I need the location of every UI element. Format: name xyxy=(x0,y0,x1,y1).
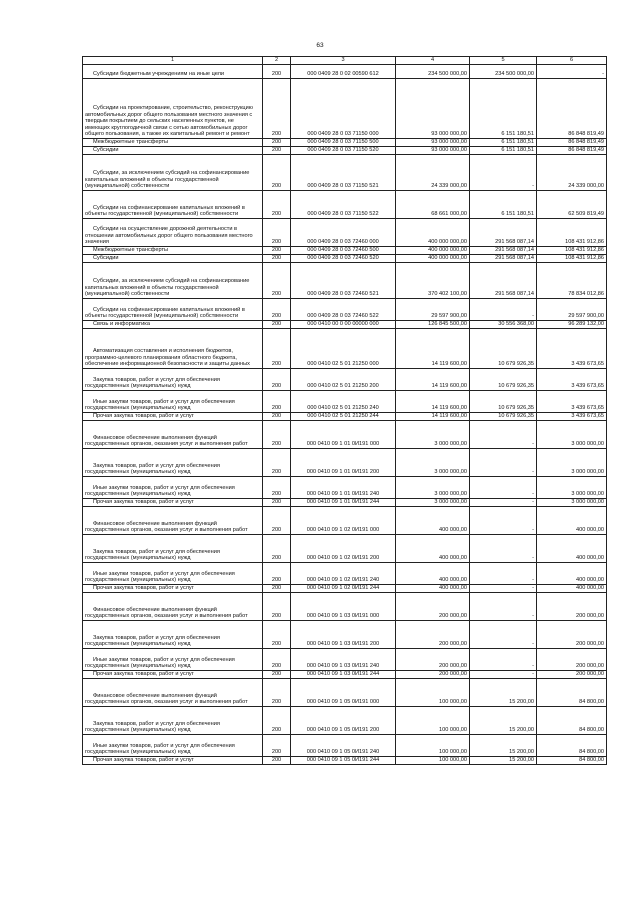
row-plan-amount: 14 119 600,00 xyxy=(396,329,470,369)
row-executed-amount: 30 556 368,00 xyxy=(470,321,537,329)
table-row xyxy=(83,593,607,621)
table-row xyxy=(83,155,607,191)
table-row xyxy=(83,263,607,299)
row-executed-amount: - xyxy=(470,585,537,593)
row-code: 000 0410 09 1 01 0И191 240 xyxy=(291,477,396,499)
row-kvr: 200 xyxy=(263,191,291,219)
table-row xyxy=(83,679,607,707)
table-row xyxy=(83,79,607,139)
table-row xyxy=(83,421,607,449)
row-remaining-amount: 84 800,00 xyxy=(537,757,607,765)
table-row xyxy=(83,219,607,247)
row-executed-amount: - xyxy=(470,563,537,585)
table-row xyxy=(83,707,607,735)
row-name: Прочая закупка товаров, работ и услуг xyxy=(83,757,263,765)
row-remaining-amount: 29 597 900,00 xyxy=(537,299,607,321)
row-name: Субсидии на софинансирование капитальных вложений в объекты государственной (муниципальной) собственности xyxy=(83,191,263,219)
row-executed-amount: - xyxy=(470,593,537,621)
row-plan-amount: 14 119 600,00 xyxy=(396,369,470,391)
row-kvr: 200 xyxy=(263,65,291,79)
header-col-4: 4 xyxy=(396,57,470,65)
row-code: 000 0410 02 5 01 21250 200 xyxy=(291,369,396,391)
row-name: Иные закупки товаров, работ и услуг для обеспечения государственных (муниципальных) нужд xyxy=(83,649,263,671)
row-executed-amount: - xyxy=(470,535,537,563)
row-kvr: 200 xyxy=(263,671,291,679)
row-remaining-amount: 400 000,00 xyxy=(537,507,607,535)
table-row xyxy=(83,585,607,593)
row-kvr: 200 xyxy=(263,507,291,535)
row-remaining-amount: 84 800,00 xyxy=(537,707,607,735)
row-code: 000 0410 09 1 05 0И191 240 xyxy=(291,735,396,757)
table-row xyxy=(83,477,607,499)
row-name: Субсидии xyxy=(83,255,263,263)
row-kvr: 200 xyxy=(263,735,291,757)
table-body xyxy=(83,65,607,765)
row-plan-amount: 3 000 000,00 xyxy=(396,499,470,507)
row-remaining-amount: 200 000,00 xyxy=(537,671,607,679)
row-kvr: 200 xyxy=(263,147,291,155)
row-code: 000 0410 09 1 02 0И191 200 xyxy=(291,535,396,563)
row-code: 000 0409 28 0 03 72460 522 xyxy=(291,299,396,321)
row-name: Субсидии на проектирование, строительство, реконструкцию автомобильных дорог общего пользования местного значения с твердым покрытием до сельских населенных пунктов, не имеющих круглогодичной связи с сетью автомобильных дорог общего пользования, а также их капитальный ремонт и ремонт xyxy=(83,79,263,139)
row-name: Прочая закупка товаров, работ и услуг xyxy=(83,671,263,679)
table-row xyxy=(83,563,607,585)
row-executed-amount: - xyxy=(470,449,537,477)
row-plan-amount: 400 000 000,00 xyxy=(396,219,470,247)
row-code: 000 0409 28 0 03 71150 500 xyxy=(291,139,396,147)
row-executed-amount: 15 200,00 xyxy=(470,707,537,735)
row-plan-amount: 400 000,00 xyxy=(396,585,470,593)
row-name: Субсидии бюджетным учреждениям на иные цели xyxy=(83,65,263,79)
table-row xyxy=(83,671,607,679)
row-code: 000 0410 09 1 03 0И191 000 xyxy=(291,593,396,621)
row-code: 000 0410 09 1 01 0И191 000 xyxy=(291,421,396,449)
row-name: Прочая закупка товаров, работ и услуг xyxy=(83,585,263,593)
row-remaining-amount: 86 848 819,49 xyxy=(537,139,607,147)
row-kvr: 200 xyxy=(263,421,291,449)
row-kvr: 200 xyxy=(263,219,291,247)
row-remaining-amount: 78 834 012,86 xyxy=(537,263,607,299)
header-col-5: 5 xyxy=(470,57,537,65)
row-code: 000 0410 09 1 05 0И191 000 xyxy=(291,679,396,707)
row-code: 000 0410 09 1 01 0И191 200 xyxy=(291,449,396,477)
row-kvr: 200 xyxy=(263,621,291,649)
row-executed-amount: - xyxy=(470,299,537,321)
table-row xyxy=(83,735,607,757)
table-row xyxy=(83,321,607,329)
row-name: Закупка товаров, работ и услуг для обеспечения государственных (муниципальных) нужд xyxy=(83,621,263,649)
row-plan-amount: 400 000 000,00 xyxy=(396,247,470,255)
row-kvr: 200 xyxy=(263,255,291,263)
header-col-6: 6 xyxy=(537,57,607,65)
row-kvr: 200 xyxy=(263,449,291,477)
row-plan-amount: 3 000 000,00 xyxy=(396,477,470,499)
row-plan-amount: 400 000,00 xyxy=(396,535,470,563)
table-row xyxy=(83,391,607,413)
row-executed-amount: 291 568 087,14 xyxy=(470,255,537,263)
row-name: Субсидии, за исключением субсидий на софинансирование капитальных вложений в объекты государственной (муниципальной) собственности xyxy=(83,155,263,191)
row-remaining-amount: 96 289 132,00 xyxy=(537,321,607,329)
row-remaining-amount: 3 439 673,65 xyxy=(537,329,607,369)
row-plan-amount: 400 000,00 xyxy=(396,563,470,585)
row-code: 000 0409 28 0 03 72460 521 xyxy=(291,263,396,299)
table-row xyxy=(83,369,607,391)
row-code: 000 0410 09 1 03 0И191 240 xyxy=(291,649,396,671)
row-code: 000 0409 28 0 03 72460 520 xyxy=(291,255,396,263)
row-name: Иные закупки товаров, работ и услуг для обеспечения государственных (муниципальных) нужд xyxy=(83,477,263,499)
row-kvr: 200 xyxy=(263,707,291,735)
table-row xyxy=(83,139,607,147)
row-plan-amount: 400 000,00 xyxy=(396,507,470,535)
row-plan-amount: 24 339 000,00 xyxy=(396,155,470,191)
row-kvr: 200 xyxy=(263,585,291,593)
row-plan-amount: 100 000,00 xyxy=(396,757,470,765)
row-kvr: 200 xyxy=(263,263,291,299)
row-executed-amount: 6 151 180,51 xyxy=(470,147,537,155)
table-row xyxy=(83,413,607,421)
row-kvr: 200 xyxy=(263,139,291,147)
row-executed-amount: 291 568 087,14 xyxy=(470,247,537,255)
row-kvr: 200 xyxy=(263,757,291,765)
row-kvr: 200 xyxy=(263,321,291,329)
row-plan-amount: 200 000,00 xyxy=(396,621,470,649)
row-kvr: 200 xyxy=(263,329,291,369)
row-executed-amount: - xyxy=(470,421,537,449)
row-name: Автоматизация составления и исполнения бюджетов, программно-целевого планирования областного бюджета, обеспечение информационной безопасности и защиты данных xyxy=(83,329,263,369)
row-name: Межбюджетные трансферты xyxy=(83,247,263,255)
row-executed-amount: 10 679 926,35 xyxy=(470,413,537,421)
row-name: Связь и информатика xyxy=(83,321,263,329)
row-plan-amount: 200 000,00 xyxy=(396,671,470,679)
header-col-3: 3 xyxy=(291,57,396,65)
row-plan-amount: 370 402 100,00 xyxy=(396,263,470,299)
row-remaining-amount: 200 000,00 xyxy=(537,621,607,649)
row-remaining-amount: - xyxy=(537,65,607,79)
row-name: Прочая закупка товаров, работ и услуг xyxy=(83,499,263,507)
table-row xyxy=(83,147,607,155)
row-plan-amount: 400 000 000,00 xyxy=(396,255,470,263)
row-code: 000 0409 28 0 03 71150 522 xyxy=(291,191,396,219)
row-kvr: 200 xyxy=(263,535,291,563)
row-name: Закупка товаров, работ и услуг для обеспечения государственных (муниципальных) нужд xyxy=(83,449,263,477)
row-code: 000 0409 28 0 02 00590 612 xyxy=(291,65,396,79)
row-name: Иные закупки товаров, работ и услуг для обеспечения государственных (муниципальных) нужд xyxy=(83,391,263,413)
row-code: 000 0410 02 5 01 21250 000 xyxy=(291,329,396,369)
row-kvr: 200 xyxy=(263,247,291,255)
row-executed-amount: 291 568 087,14 xyxy=(470,219,537,247)
row-name: Иные закупки товаров, работ и услуг для обеспечения государственных (муниципальных) нужд xyxy=(83,735,263,757)
table-row xyxy=(83,757,607,765)
row-name: Закупка товаров, работ и услуг для обеспечения государственных (муниципальных) нужд xyxy=(83,535,263,563)
row-name: Финансовое обеспечение выполнения функций государственных органов, оказания услуг и выполнения работ xyxy=(83,593,263,621)
row-remaining-amount: 3 000 000,00 xyxy=(537,449,607,477)
table-row xyxy=(83,299,607,321)
row-remaining-amount: 108 431 912,86 xyxy=(537,247,607,255)
row-name: Прочая закупка товаров, работ и услуг xyxy=(83,413,263,421)
row-executed-amount: - xyxy=(470,621,537,649)
row-executed-amount: 234 500 000,00 xyxy=(470,65,537,79)
row-kvr: 200 xyxy=(263,413,291,421)
row-name: Иные закупки товаров, работ и услуг для обеспечения государственных (муниципальных) нужд xyxy=(83,563,263,585)
row-executed-amount: 10 679 926,35 xyxy=(470,369,537,391)
row-remaining-amount: 62 509 819,49 xyxy=(537,191,607,219)
row-plan-amount: 93 000 000,00 xyxy=(396,79,470,139)
table-row xyxy=(83,649,607,671)
row-code: 000 0410 00 0 00 00000 000 xyxy=(291,321,396,329)
row-name: Закупка товаров, работ и услуг для обеспечения государственных (муниципальных) нужд xyxy=(83,707,263,735)
row-remaining-amount: 3 000 000,00 xyxy=(537,477,607,499)
table-row xyxy=(83,247,607,255)
row-remaining-amount: 86 848 819,49 xyxy=(537,147,607,155)
row-kvr: 200 xyxy=(263,155,291,191)
table-row xyxy=(83,191,607,219)
row-code: 000 0410 09 1 02 0И191 244 xyxy=(291,585,396,593)
row-executed-amount: 10 679 926,35 xyxy=(470,329,537,369)
row-remaining-amount: 400 000,00 xyxy=(537,585,607,593)
row-plan-amount: 93 000 000,00 xyxy=(396,139,470,147)
page-number: 63 xyxy=(316,42,324,49)
row-code: 000 0410 09 1 02 0И191 000 xyxy=(291,507,396,535)
header-row xyxy=(83,57,607,65)
header-col-2: 2 xyxy=(263,57,291,65)
row-kvr: 200 xyxy=(263,593,291,621)
row-plan-amount: 234 500 000,00 xyxy=(396,65,470,79)
table-row xyxy=(83,255,607,263)
table-row xyxy=(83,499,607,507)
row-remaining-amount: 3 000 000,00 xyxy=(537,421,607,449)
row-executed-amount: - xyxy=(470,507,537,535)
row-executed-amount: 15 200,00 xyxy=(470,757,537,765)
row-code: 000 0410 09 1 05 0И191 200 xyxy=(291,707,396,735)
row-name: Финансовое обеспечение выполнения функций государственных органов, оказания услуг и выполнения работ xyxy=(83,679,263,707)
row-plan-amount: 14 119 600,00 xyxy=(396,391,470,413)
row-executed-amount: - xyxy=(470,499,537,507)
row-executed-amount: 6 151 180,51 xyxy=(470,191,537,219)
row-kvr: 200 xyxy=(263,649,291,671)
row-code: 000 0410 09 1 02 0И191 240 xyxy=(291,563,396,585)
header-col-1: 1 xyxy=(83,57,263,65)
row-kvr: 200 xyxy=(263,79,291,139)
row-plan-amount: 100 000,00 xyxy=(396,735,470,757)
row-executed-amount: 6 151 180,51 xyxy=(470,139,537,147)
row-plan-amount: 126 845 500,00 xyxy=(396,321,470,329)
table-row xyxy=(83,621,607,649)
row-remaining-amount: 400 000,00 xyxy=(537,535,607,563)
row-kvr: 200 xyxy=(263,369,291,391)
row-executed-amount: 6 151 180,51 xyxy=(470,79,537,139)
budget-table xyxy=(82,56,607,765)
row-executed-amount: - xyxy=(470,671,537,679)
row-remaining-amount: 108 431 912,86 xyxy=(537,255,607,263)
table-row xyxy=(83,507,607,535)
row-name: Субсидии на осуществление дорожной деятельности в отношении автомобильных дорог общего пользования местного значения xyxy=(83,219,263,247)
row-plan-amount: 93 000 000,00 xyxy=(396,147,470,155)
row-name: Субсидии xyxy=(83,147,263,155)
row-executed-amount: 291 568 087,14 xyxy=(470,263,537,299)
row-executed-amount: 10 679 926,35 xyxy=(470,391,537,413)
row-remaining-amount: 200 000,00 xyxy=(537,649,607,671)
table-row xyxy=(83,449,607,477)
row-executed-amount: - xyxy=(470,477,537,499)
row-code: 000 0409 28 0 03 71150 520 xyxy=(291,147,396,155)
row-kvr: 200 xyxy=(263,299,291,321)
row-name: Финансовое обеспечение выполнения функций государственных органов, оказания услуг и выполнения работ xyxy=(83,507,263,535)
row-name: Закупка товаров, работ и услуг для обеспечения государственных (муниципальных) нужд xyxy=(83,369,263,391)
row-plan-amount: 200 000,00 xyxy=(396,593,470,621)
table-row xyxy=(83,65,607,79)
row-remaining-amount: 3 439 673,65 xyxy=(537,391,607,413)
row-remaining-amount: 3 439 673,65 xyxy=(537,413,607,421)
row-code: 000 0410 09 1 05 0И191 244 xyxy=(291,757,396,765)
row-plan-amount: 29 597 900,00 xyxy=(396,299,470,321)
row-remaining-amount: 108 431 912,86 xyxy=(537,219,607,247)
row-code: 000 0409 28 0 03 71150 521 xyxy=(291,155,396,191)
row-name: Субсидии на софинансирование капитальных вложений в объекты государственной (муниципальной) собственности xyxy=(83,299,263,321)
row-executed-amount: 15 200,00 xyxy=(470,735,537,757)
row-plan-amount: 68 661 000,00 xyxy=(396,191,470,219)
row-name: Субсидии, за исключением субсидий на софинансирование капитальных вложений в объекты государственной (муниципальной) собственности xyxy=(83,263,263,299)
row-plan-amount: 100 000,00 xyxy=(396,707,470,735)
row-remaining-amount: 24 339 000,00 xyxy=(537,155,607,191)
row-kvr: 200 xyxy=(263,391,291,413)
row-plan-amount: 200 000,00 xyxy=(396,649,470,671)
row-remaining-amount: 84 800,00 xyxy=(537,735,607,757)
table-row xyxy=(83,535,607,563)
row-code: 000 0409 28 0 03 72460 000 xyxy=(291,219,396,247)
row-kvr: 200 xyxy=(263,499,291,507)
row-plan-amount: 100 000,00 xyxy=(396,679,470,707)
row-code: 000 0410 02 5 01 21250 244 xyxy=(291,413,396,421)
row-code: 000 0410 09 1 03 0И191 244 xyxy=(291,671,396,679)
row-kvr: 200 xyxy=(263,563,291,585)
row-kvr: 200 xyxy=(263,679,291,707)
row-code: 000 0409 28 0 03 71150 000 xyxy=(291,79,396,139)
row-remaining-amount: 400 000,00 xyxy=(537,563,607,585)
row-remaining-amount: 3 439 673,65 xyxy=(537,369,607,391)
row-remaining-amount: 200 000,00 xyxy=(537,593,607,621)
row-name: Межбюджетные трансферты xyxy=(83,139,263,147)
row-code: 000 0409 28 0 03 72460 500 xyxy=(291,247,396,255)
table-row xyxy=(83,329,607,369)
row-plan-amount: 14 119 600,00 xyxy=(396,413,470,421)
row-remaining-amount: 86 848 819,49 xyxy=(537,79,607,139)
row-executed-amount: - xyxy=(470,155,537,191)
row-plan-amount: 3 000 000,00 xyxy=(396,421,470,449)
row-code: 000 0410 09 1 01 0И191 244 xyxy=(291,499,396,507)
row-code: 000 0410 02 5 01 21250 240 xyxy=(291,391,396,413)
row-remaining-amount: 84 800,00 xyxy=(537,679,607,707)
row-executed-amount: 15 200,00 xyxy=(470,679,537,707)
row-kvr: 200 xyxy=(263,477,291,499)
row-remaining-amount: 3 000 000,00 xyxy=(537,499,607,507)
row-name: Финансовое обеспечение выполнения функций государственных органов, оказания услуг и выполнения работ xyxy=(83,421,263,449)
row-plan-amount: 3 000 000,00 xyxy=(396,449,470,477)
row-executed-amount: - xyxy=(470,649,537,671)
row-code: 000 0410 09 1 03 0И191 200 xyxy=(291,621,396,649)
